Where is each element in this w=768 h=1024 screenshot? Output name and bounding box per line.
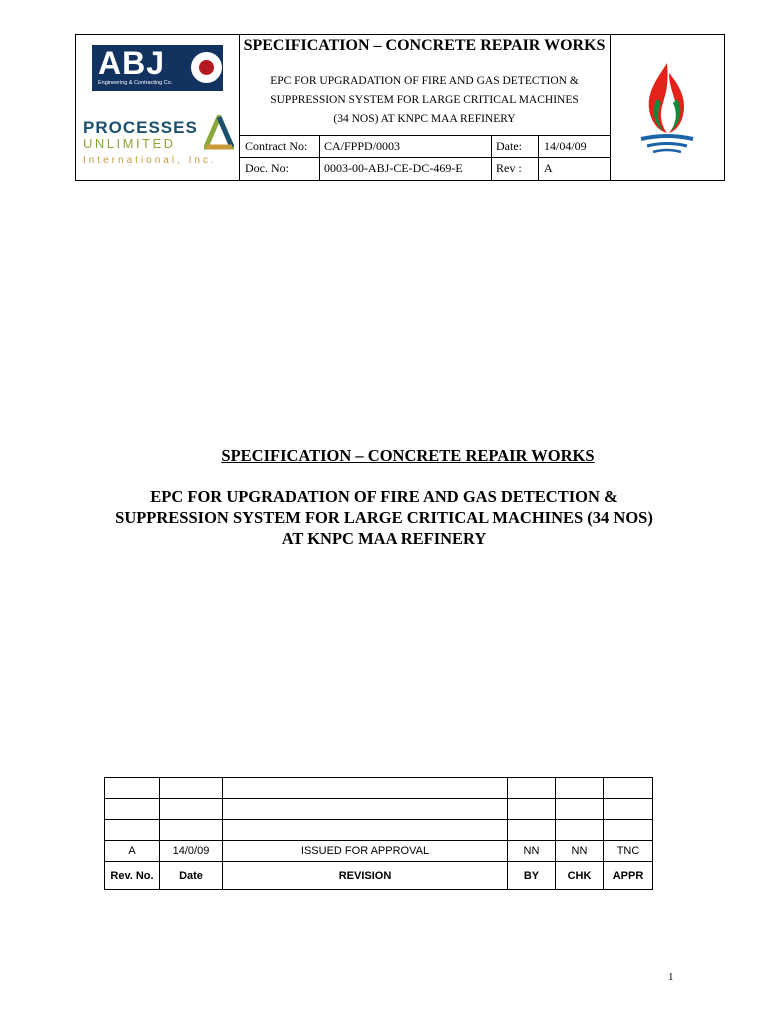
abj-logo-text: ABJ	[98, 45, 166, 81]
doc-label: Doc. No:	[239, 158, 320, 180]
date-value: 14/04/09	[544, 139, 587, 153]
document-subtitle: EPC FOR UPGRADATION OF FIRE AND GAS DETECTION & SUPPRESSION SYSTEM FOR LARGE CRITICAL MACHINES (34 NOS) AT KNPC MAA REFINERY	[115, 487, 653, 548]
table-cell	[160, 799, 223, 820]
header-revision: REVISION	[223, 862, 508, 890]
rev-chk-cell: NN	[556, 841, 604, 862]
table-cell	[508, 778, 556, 799]
processes-logo-line1: PROCESSES	[83, 118, 198, 137]
page-number: 1	[668, 971, 674, 983]
table-cell	[604, 778, 653, 799]
table-header-row	[105, 862, 653, 890]
header-rev-no: Rev. No.	[105, 862, 160, 890]
header-title-cell	[239, 35, 611, 180]
processes-triangle-icon	[204, 115, 234, 151]
header-logos-cell	[76, 35, 240, 180]
abj-logo	[92, 45, 223, 91]
header-subtitle-line2: SUPPRESSION SYSTEM FOR LARGE CRITICAL MACHINES	[270, 94, 579, 106]
header-client-logo-cell	[610, 35, 724, 180]
processes-logo-line2: UNLIMITED	[83, 136, 176, 151]
table-cell	[105, 820, 160, 841]
header-date: Date	[160, 862, 223, 890]
knpc-flame-logo-icon	[627, 59, 707, 159]
header-subtitle	[239, 72, 610, 129]
table-cell	[223, 820, 508, 841]
table-cell	[556, 820, 604, 841]
table-cell	[604, 799, 653, 820]
rev-no-cell: A	[105, 841, 160, 862]
table-row	[105, 778, 653, 799]
rev-label: Rev :	[492, 158, 539, 180]
table-row	[105, 799, 653, 820]
doc-value: 0003-00-ABJ-CE-DC-469-E	[320, 158, 492, 180]
header-chk: CHK	[556, 862, 604, 890]
revision-table	[104, 777, 653, 890]
contract-label: Contract No:	[239, 136, 320, 157]
header-appr: APPR	[604, 862, 653, 890]
header-by: BY	[508, 862, 556, 890]
table-cell	[508, 820, 556, 841]
rev-value: A	[544, 161, 553, 175]
header-subtitle-line1: EPC FOR UPGRADATION OF FIRE AND GAS DETECTION &	[270, 75, 579, 87]
table-cell	[105, 778, 160, 799]
header-subtitle-line3: (34 NOS) AT KNPC MAA REFINERY	[333, 113, 516, 125]
table-cell	[556, 778, 604, 799]
table-cell	[508, 799, 556, 820]
abj-logo-circle-icon	[191, 52, 222, 83]
table-row	[105, 820, 653, 841]
rev-date-cell: 14/0/09	[160, 841, 223, 862]
header-title: SPECIFICATION – CONCRETE REPAIR WORKS	[243, 37, 606, 54]
table-cell	[556, 799, 604, 820]
abj-logo-subtitle: Engineering & Contracting Co.	[98, 80, 173, 86]
date-label: Date:	[492, 136, 539, 157]
table-cell	[223, 778, 508, 799]
table-row	[105, 841, 653, 862]
contract-row	[239, 135, 610, 157]
table-cell	[105, 799, 160, 820]
rev-appr-cell: TNC	[604, 841, 653, 862]
contract-value: CA/FPPD/0003	[320, 136, 492, 157]
doc-row	[239, 157, 610, 180]
rev-description-cell: ISSUED FOR APPROVAL	[223, 841, 508, 862]
table-cell	[604, 820, 653, 841]
table-cell	[160, 820, 223, 841]
processes-logo-line3: International, Inc.	[83, 155, 217, 166]
document-title: SPECIFICATION – CONCRETE REPAIR WORKS	[221, 446, 595, 465]
document-header	[75, 34, 725, 181]
table-cell	[160, 778, 223, 799]
table-cell	[223, 799, 508, 820]
rev-by-cell: NN	[508, 841, 556, 862]
